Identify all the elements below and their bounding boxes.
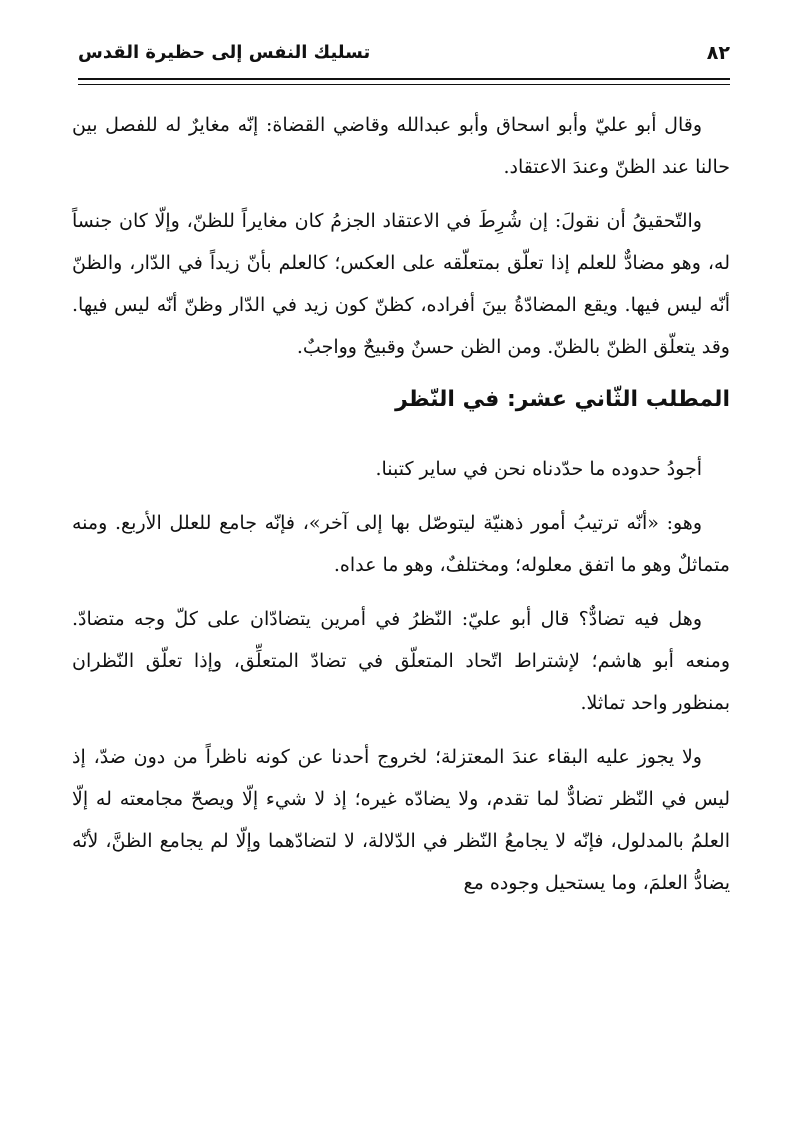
page-body: [72, 104, 730, 916]
page-number: ٨٢: [706, 42, 730, 64]
paragraph: وهو: «أنّه ترتيبُ أمور ذهنيّة ليتوصّل بها إلى آخر»، فإنّه جامع للعلل الأربع. ومنه متماثلٌ وهو ما اتفق معلوله؛ ومختلفٌ، وهو ما عداه.: [72, 512, 730, 576]
running-title: تسليك النفس إلى حظيرة القدس: [78, 42, 371, 63]
paragraph: والتّحقيقُ أن نقولَ: إن شُرِطَ في الاعتقاد الجزمُ كان مغايراً للظنّ، وإلّا كان جنساً له، وهو مضادٌّ للعلم إذا تعلّق بمتعلّقه على العكس؛ كالعلم بأنّ زيداً في الدّار، والظنّ أنّه ليس فيها. ويقع المضادّةُ بينَ أفراده، كظنّ كون زيد في الدّار وظنّ أنّه ليس فيها. وقد يتعلّق الظنّ بالظنّ. ومن الظن حسنٌ وقبيحٌ وواجبٌ.: [72, 210, 730, 358]
paragraph: ولا يجوز عليه البقاء عندَ المعتزلة؛ لخروج أحدنا عن كونه ناظراً من دون ضدّ، إذ ليس في النّظر تضادٌّ لما تقدم، ولا يضادّه غيره؛ إذ لا شيء إلّا ويصحّ مجامعته له إلّا العلمُ بالمدلول، فإنّه لا يجامعُ النّظر في الدّلالة، لا لتضادّهما وإلّا لم يجامع الظنَّ، لأنّه يضادُّ العلمَ، وما يستحيل وجوده مع: [72, 746, 730, 894]
paragraph: أجودُ حدوده ما حدّدناه نحن في ساير كتبنا.: [375, 458, 702, 480]
page-header: [78, 40, 730, 76]
header-rule: [78, 78, 730, 80]
paragraph: وقال أبو عليّ وأبو اسحاق وأبو عبدالله وقاضي القضاة: إنّه مغايرٌ له للفصل بين حالنا عند الظنّ وعندَ الاعتقاد.: [72, 114, 730, 178]
section-heading: المطلب الثّاني عشر: في النّظر: [395, 387, 730, 412]
header-rule-thin: [78, 84, 730, 85]
paragraph: وهل فيه تضادٌّ؟ قال أبو عليّ: النّظرُ في أمرين يتضادّان على كلّ وجه متضادّ. ومنعه أبو هاشم؛ لإشتراط اتّحاد المتعلّق في تضادّ المتعلِّق، وإذا تعلّق النّظران بمنظور واحد تماثلا.: [72, 608, 730, 714]
